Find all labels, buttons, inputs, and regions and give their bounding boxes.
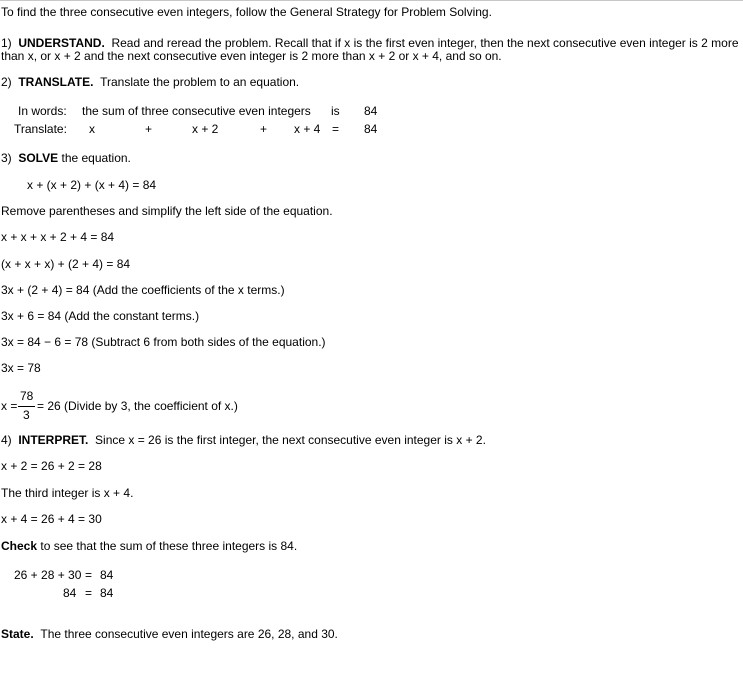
fraction-rhs: = 26 (Divide by 3, the coefficient of x.) xyxy=(37,399,238,413)
fraction-bar xyxy=(18,406,35,407)
step3-heading xyxy=(1,151,131,165)
step1-line2: than x, or x + 2 and the next consecutive even integer is 2 more than x + 2 or x + 4, and so on. xyxy=(1,49,502,63)
check-lhs: 84 xyxy=(63,586,77,600)
solve-line: 3x + (2 + 4) = 84 (Add the coefficients of the x terms.) xyxy=(1,283,285,297)
solve-line: 3x + 6 = 84 (Add the constant terms.) xyxy=(1,309,200,323)
interpret-line: x + 2 = 26 + 2 = 28 xyxy=(1,459,102,473)
state-title: State. xyxy=(1,627,34,641)
interpret-line: x + 4 = 26 + 4 = 30 xyxy=(1,512,102,526)
check-rhs: 84 xyxy=(100,586,114,600)
check-equals: = xyxy=(85,568,93,582)
words-value: 84 xyxy=(364,104,378,118)
step2-heading xyxy=(1,75,299,89)
step-number: 2) xyxy=(1,75,12,89)
equals: = xyxy=(332,122,340,136)
term-2: x + 2 xyxy=(192,122,219,136)
solve-line: 3x = 78 xyxy=(1,361,41,375)
state-line xyxy=(1,627,338,641)
numerator: 78 xyxy=(20,389,34,403)
equation: x + (x + 2) + (x + 4) = 84 xyxy=(27,178,157,192)
plus-1: + xyxy=(145,122,153,136)
step1-line1 xyxy=(1,36,739,50)
step-text: Since x = 26 is the first integer, the next consecutive even integer is x + 2. xyxy=(95,433,486,447)
step-title: TRANSLATE. xyxy=(18,75,94,89)
fraction-equation xyxy=(1,389,301,423)
state-text: The three consecutive even integers are 26, 28, and 30. xyxy=(40,627,338,641)
words-label: In words: xyxy=(18,104,67,118)
words-phrase: the sum of three consecutive even integers xyxy=(82,104,311,118)
solve-line: 3x = 84 − 6 = 78 (Subtract 6 from both sides of the equation.) xyxy=(1,335,326,349)
step-number: 3) xyxy=(1,151,12,165)
step-number: 1) xyxy=(1,36,12,50)
check-lhs: 26 + 28 + 30 xyxy=(14,568,82,582)
step-text: the equation. xyxy=(61,151,131,165)
check-title: Check xyxy=(1,539,38,553)
solve-line: x + x + x + 2 + 4 = 84 xyxy=(1,230,115,244)
check-equals: = xyxy=(85,586,93,600)
check-text: to see that the sum of these three integers is 84. xyxy=(40,539,298,553)
step-text: Read and reread the problem. Recall that if x is the first even integer, then the next consecutive even integer is 2 more xyxy=(111,36,739,50)
translate-label: Translate: xyxy=(14,122,67,136)
check-rhs: 84 xyxy=(100,568,114,582)
intro-text: To find the three consecutive even integers, follow the General Strategy for Problem Solving. xyxy=(1,5,492,19)
check-heading xyxy=(1,539,297,553)
translate-value: 84 xyxy=(364,122,378,136)
step-title: INTERPRET. xyxy=(18,433,89,447)
words-is: is xyxy=(331,104,340,118)
remove-parentheses-text: Remove parentheses and simplify the left side of the equation. xyxy=(1,204,333,218)
plus-2: + xyxy=(260,122,268,136)
term-3: x + 4 xyxy=(294,122,321,136)
top-divider xyxy=(0,0,743,1)
step-title: SOLVE xyxy=(18,151,59,165)
step-number: 4) xyxy=(1,433,12,447)
step-title: UNDERSTAND. xyxy=(18,36,105,50)
step4-heading xyxy=(1,433,486,447)
denominator: 3 xyxy=(23,408,30,422)
term-1: x xyxy=(89,122,95,136)
step-text: Translate the problem to an equation. xyxy=(100,75,300,89)
fraction-lhs: x = xyxy=(1,399,18,413)
interpret-line: The third integer is x + 4. xyxy=(1,486,134,500)
solve-line: (x + x + x) + (2 + 4) = 84 xyxy=(1,257,131,271)
